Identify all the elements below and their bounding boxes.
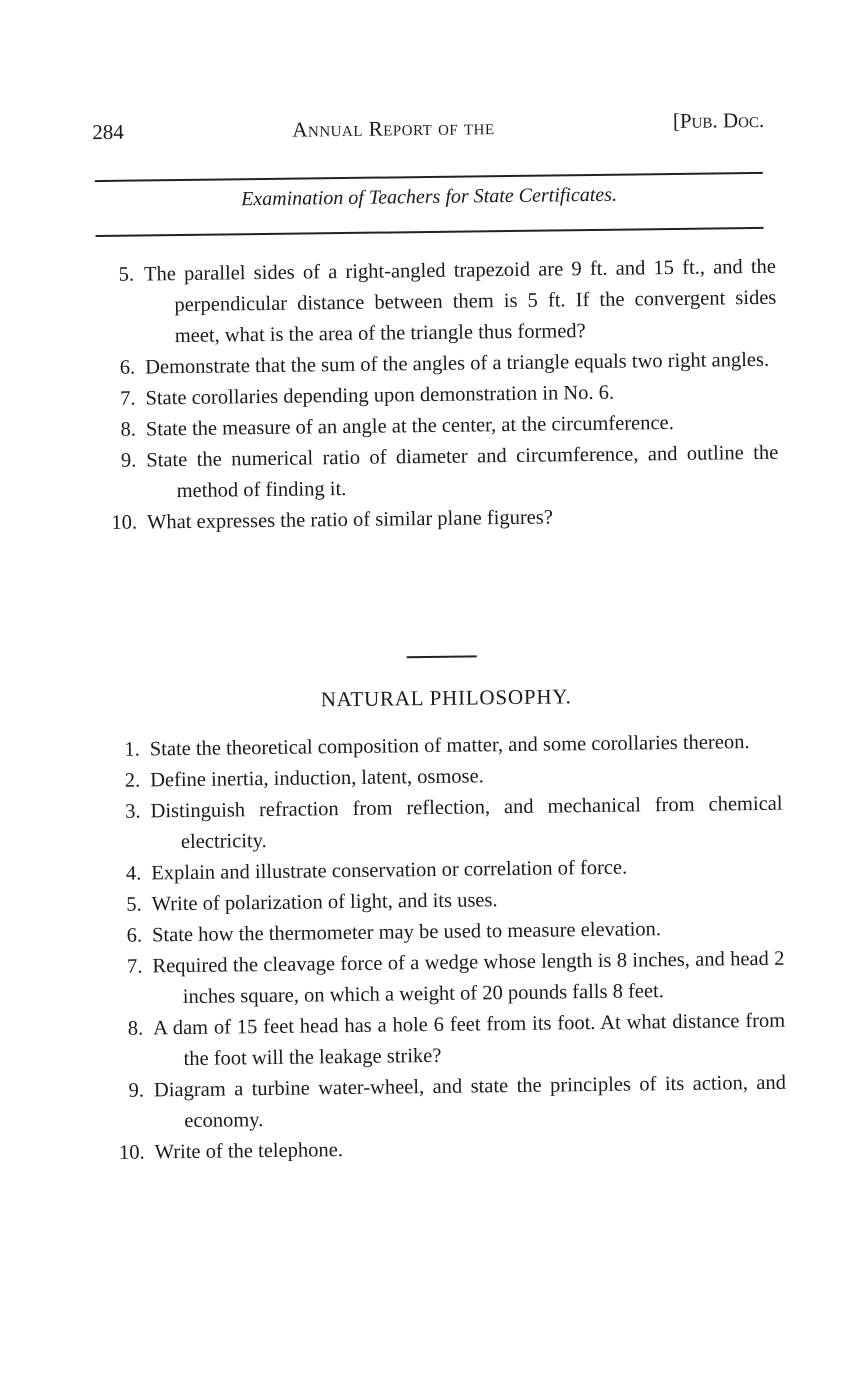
question-item xyxy=(102,789,783,859)
question-text: Write of the telephone. xyxy=(154,1139,344,1164)
question-text: State corollaries depending upon demonstration in No. 6. xyxy=(145,381,615,410)
header-title: Annual Report of the xyxy=(292,115,495,142)
question-number: 6. xyxy=(126,924,143,947)
question-item xyxy=(104,944,785,1014)
question-item xyxy=(106,1068,787,1138)
section-subheader: Examination of Teachers for State Certificates. xyxy=(241,183,618,211)
question-text: Define inertia, induction, latent, osmose. xyxy=(150,765,484,792)
question-number: 6. xyxy=(119,356,136,379)
question-item xyxy=(98,438,779,508)
page-number: 284 xyxy=(92,119,124,145)
header-rule-top xyxy=(95,172,763,182)
question-number: 4. xyxy=(125,862,142,885)
question-text: A dam of 15 feet head has a hole 6 feet from its foot. At what distance from the foot will the leakage strike? xyxy=(153,1009,786,1071)
question-text: The parallel sides of a right-angled trapezoid are 9 ft. and 15 ft., and the perpendicular distance between them is 5 ft. If the convergent sides meet, what is the area of the triangle thus formed? xyxy=(143,255,777,348)
question-text: What expresses the ratio of similar plane figures? xyxy=(146,506,554,534)
question-item xyxy=(105,1006,786,1076)
question-text: State the numerical ratio of diameter and circumference, and outline the method of finding it. xyxy=(146,441,779,503)
question-number: 9. xyxy=(128,1079,145,1102)
question-number: 3. xyxy=(125,800,141,823)
natural-philosophy-question-list xyxy=(102,727,787,1169)
document-reference: [Pub. Doc. xyxy=(672,107,765,133)
question-number: 8. xyxy=(127,1017,144,1040)
question-number: 5. xyxy=(118,263,135,286)
question-text: Distinguish refraction from reflection, and mechanical from chemical electricity. xyxy=(150,792,783,854)
question-text: State how the thermometer may be used to measure elevation. xyxy=(151,918,662,947)
question-text: Write of polarization of light, and its uses. xyxy=(151,889,498,916)
running-head xyxy=(92,108,764,150)
question-text: Required the cleavage force of a wedge whose length is 8 inches, and head 2 inches square, on which a weight of 20 pounds falls 8 feet. xyxy=(152,947,785,1009)
question-text: State the measure of an angle at the center, at the circumference. xyxy=(145,412,674,441)
question-item xyxy=(96,252,777,353)
question-number: 10. xyxy=(118,1141,145,1164)
question-text: Explain and illustrate conservation or correlation of force. xyxy=(151,856,628,885)
geometry-question-list xyxy=(96,252,779,539)
header-rule-bottom xyxy=(96,227,764,237)
question-number: 7. xyxy=(120,387,136,410)
question-number: 8. xyxy=(120,418,137,441)
question-number: 9. xyxy=(120,449,137,472)
question-number: 5. xyxy=(126,893,142,916)
question-text: Diagram a turbine water-wheel, and state the principles of its action, and economy. xyxy=(153,1071,787,1133)
question-text: Demonstrate that the sum of the angles of a triangle equals two right angles. xyxy=(145,348,770,379)
section-title: NATURAL PHILOSOPHY. xyxy=(320,684,572,712)
question-text: State the theoretical composition of matter, and some corollaries thereon. xyxy=(149,731,750,761)
question-number: 7. xyxy=(126,955,143,978)
question-number: 1. xyxy=(124,738,140,761)
question-number: 2. xyxy=(124,769,141,792)
section-divider xyxy=(407,655,477,658)
question-number: 10. xyxy=(111,511,138,534)
